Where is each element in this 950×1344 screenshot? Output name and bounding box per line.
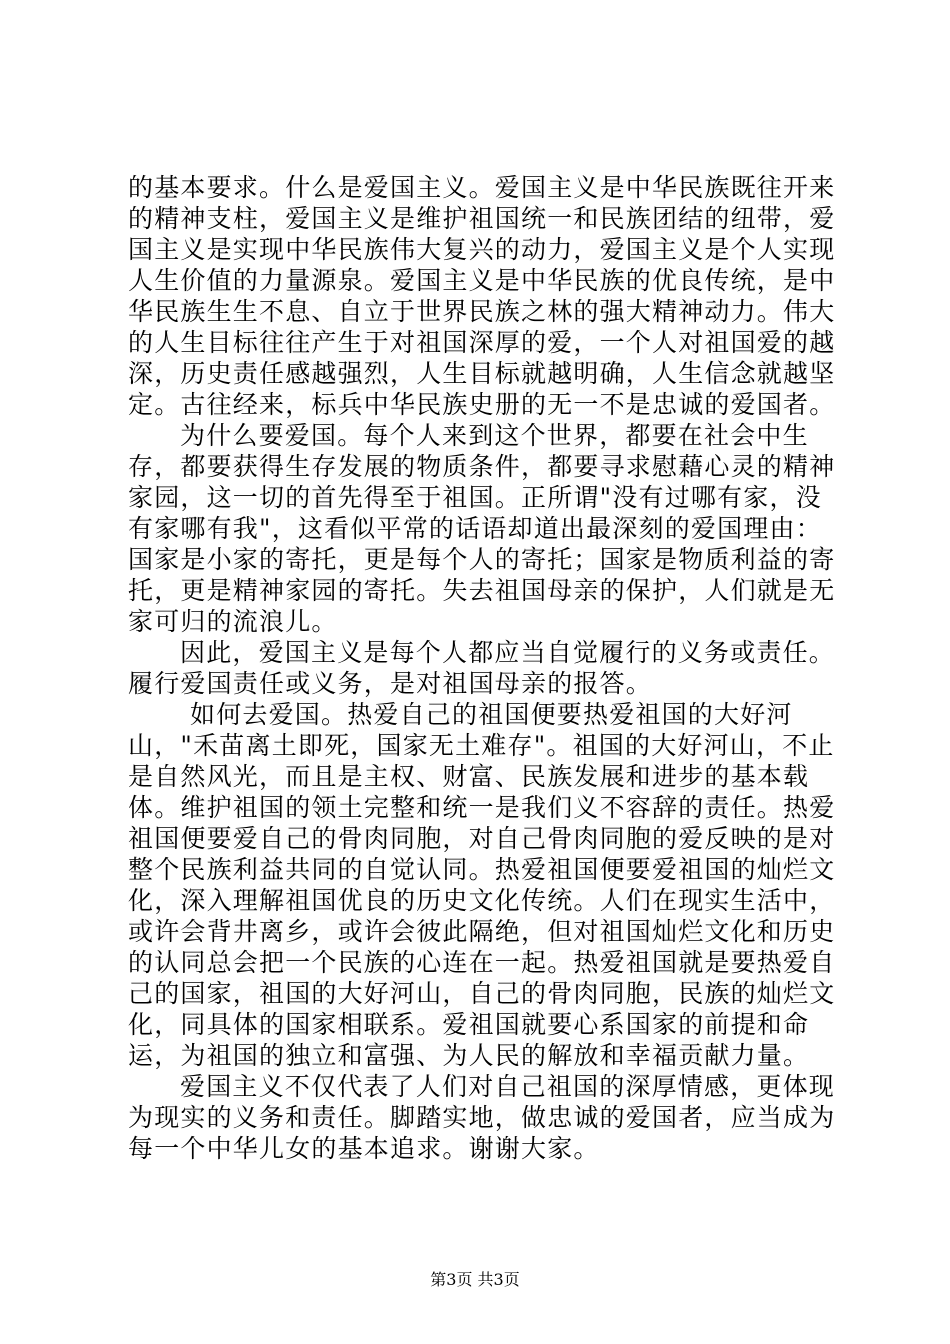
page-number-footer: 第3页 共3页 [430,1270,520,1289]
paragraph-5: 爱国主义不仅代表了人们对自己祖国的深厚情感，更体现为现实的义务和责任。脚踏实地，做忠诚的爱国者，应当成为每一个中华儿女的基本追求。谢谢大家。 [128,1072,836,1163]
paragraph-1: 的基本要求。什么是爱国主义。爱国主义是中华民族既往开来的精神支柱，爱国主义是维护祖国统一和民族团结的纽带，爱国主义是实现中华民族伟大复兴的动力，爱国主义是个人实现人生价值的力量源泉。爱国主义是中华民族的优良传统，是中华民族生生不息、自立于世界民族之林的强大精神动力。伟大的人生目标往往产生于对祖国深厚的爱，一个人对祖国爱的越深，历史责任感越强烈，人生目标就越明确，人生信念就越坚定。古往经来，标兵中华民族史册的无一不是忠诚的爱国者。 [128,173,836,419]
paragraph-2: 为什么要爱国。每个人来到这个世界，都要在社会中生存，都要获得生存发展的物质条件，都要寻求慰藉心灵的精神家园，这一切的首先得至于祖国。正所谓"没有过哪有家，没有家哪有我"，这看似平常的话语却道出最深刻的爱国理由：国家是小家的寄托，更是每个人的寄托；国家是物质利益的寄托，更是精神家园的寄托。失去祖国母亲的保护，人们就是无家可归的流浪儿。 [128,421,836,636]
paragraph-4: 如何去爱国。热爱自己的祖国便要热爱祖国的大好河山，"禾苗离土即死，国家无土难存"。祖国的大好河山，不止是自然风光，而且是主权、财富、民族发展和进步的基本载体。维护祖国的领土完整和统一是我们义不容辞的责任。热爱祖国便要爱自己的骨肉同胞，对自己骨肉同胞的爱反映的是对整个民族利益共同的自觉认同。热爱祖国便要爱祖国的灿烂文化，深入理解祖国优良的历史文化传统。人们在现实生活中，或许会背井离乡，或许会彼此隔绝，但对祖国灿烂文化和历史的认同总会把一个民族的心连在一起。热爱祖国就是要热爱自己的国家，祖国的大好河山，自己的骨肉同胞，民族的灿烂文化，同具体的国家相联系。爱祖国就要心系国家的前提和命运，为祖国的独立和富强、为人民的解放和幸福贡献力量。 [128,700,836,1070]
paragraph-3: 因此，爱国主义是每个人都应当自觉履行的义务或责任。履行爱国责任或义务，是对祖国母亲的报答。 [128,638,836,698]
document-body [128,172,840,1164]
